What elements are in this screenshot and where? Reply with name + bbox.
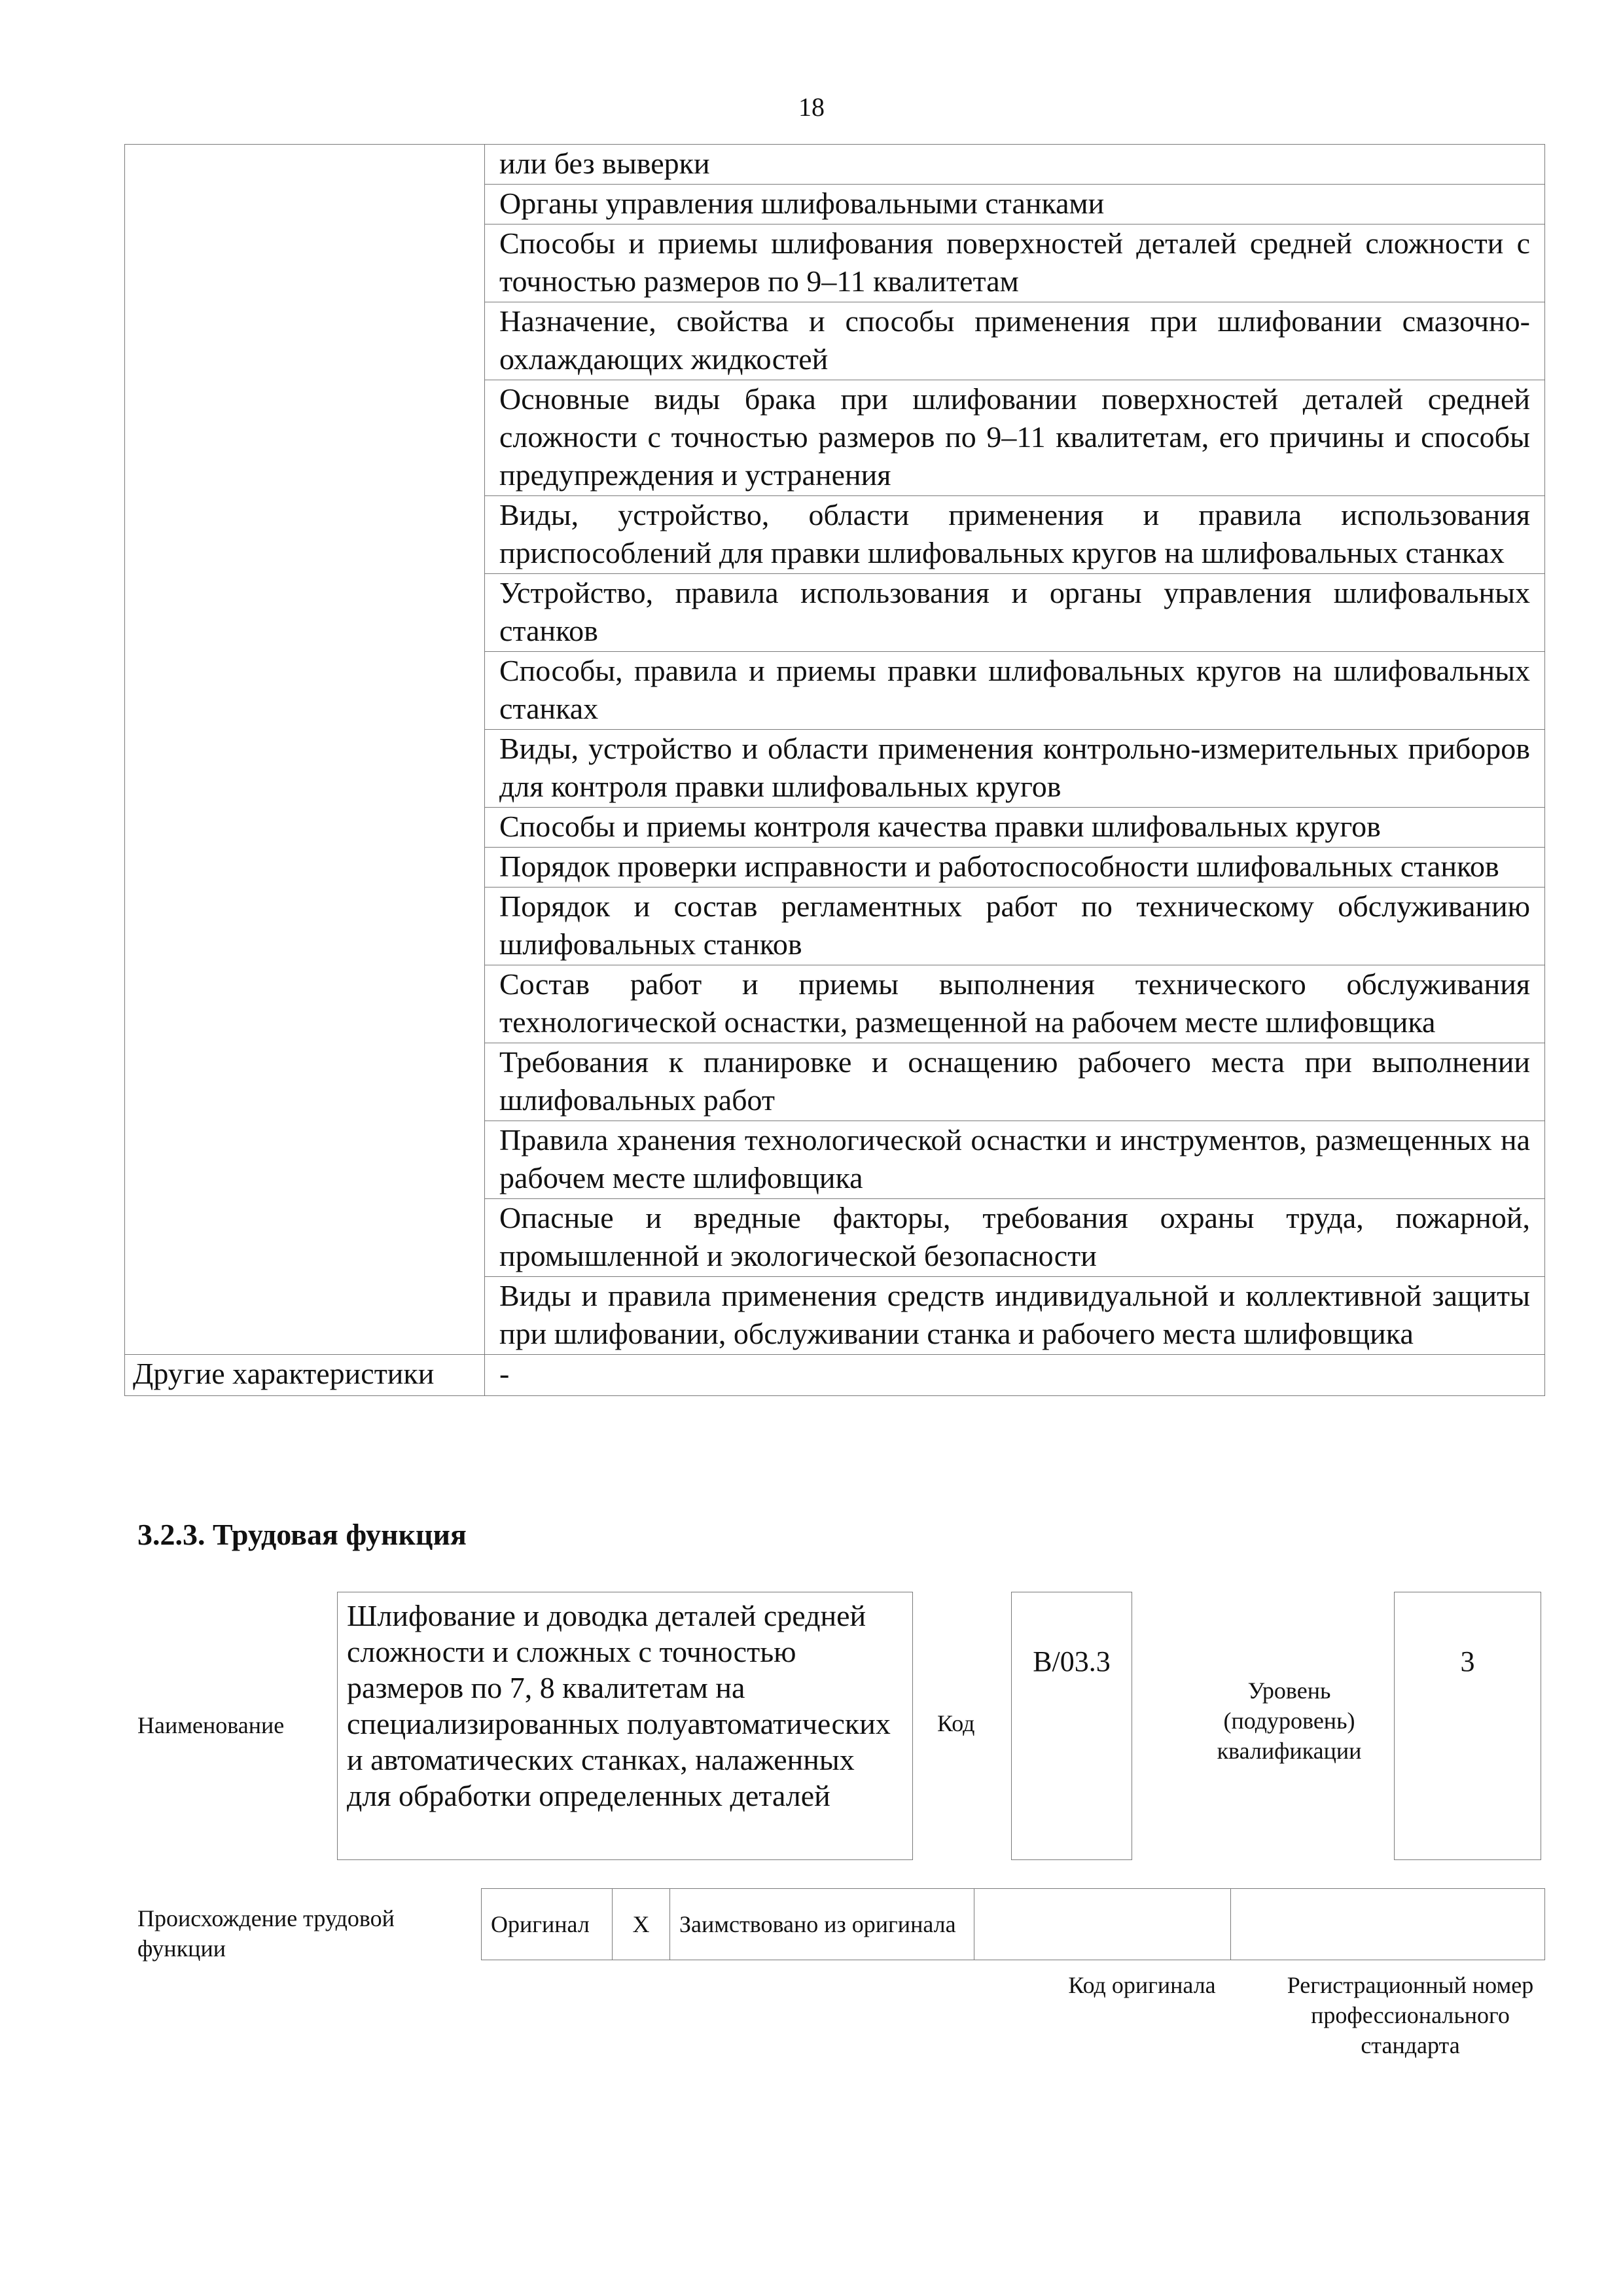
page-number: 18 — [798, 92, 825, 122]
knowledge-item: или без выверки — [485, 145, 1545, 185]
reg-number-label: Регистрационный номер профессионального стандарта — [1287, 1972, 1534, 2058]
knowledge-item: Виды, устройство и области применения контрольно-измерительных приборов для контроля правки шлифовальных кругов — [485, 730, 1545, 808]
qualification-level-label: Уровень (подуровень) квалификации — [1217, 1677, 1362, 1764]
section-title: 3.2.3. Трудовая функция — [137, 1518, 467, 1551]
borrowed-label: Заимствовано из оригинала — [670, 1889, 974, 1960]
knowledge-table — [124, 144, 1545, 1396]
knowledge-item: Способы, правила и приемы правки шлифовальных кругов на шлифовальных станках — [485, 652, 1545, 730]
knowledge-row — [125, 145, 1545, 185]
origin-table — [481, 1888, 1545, 1960]
origin-label: Происхождение трудовой функции — [137, 1905, 395, 1962]
knowledge-item: Правила хранения технологической оснастки и инструментов, размещенных на рабочем месте шлифовщика — [485, 1121, 1545, 1199]
knowledge-item: Назначение, свойства и способы применения при шлифовании смазочно-охлаждающих жидкостей — [485, 302, 1545, 380]
other-characteristics-value: - — [485, 1355, 1545, 1396]
knowledge-item: Виды и правила применения средств индивидуальной и коллективной защиты при шлифовании, обслуживании станка и рабочего места шлифовщика — [485, 1277, 1545, 1355]
knowledge-item: Требования к планировке и оснащению рабочего места при выполнении шлифовальных работ — [485, 1043, 1545, 1121]
original-label: Оригинал — [482, 1889, 613, 1960]
knowledge-item: Органы управления шлифовальными станками — [485, 185, 1545, 224]
qualification-level-value: 3 — [1394, 1592, 1541, 1860]
knowledge-label-cell — [125, 145, 485, 1355]
knowledge-item: Порядок проверки исправности и работоспособности шлифовальных станков — [485, 848, 1545, 888]
other-characteristics-label: Другие характеристики — [125, 1355, 485, 1396]
knowledge-item: Опасные и вредные факторы, требования охраны труда, пожарной, промышленной и экологической безопасности — [485, 1199, 1545, 1277]
code-original-label: Код оригинала — [1068, 1972, 1216, 1998]
function-code-label: Код — [937, 1710, 975, 1736]
reg-number-cell — [1231, 1889, 1545, 1960]
original-mark: X — [613, 1889, 670, 1960]
knowledge-item: Способы и приемы шлифования поверхностей деталей средней сложности с точностью размеров по 9–11 квалитетам — [485, 224, 1545, 302]
knowledge-item: Виды, устройство, области применения и правила использования приспособлений для правки шлифовальных кругов на шлифовальных станках — [485, 496, 1545, 574]
other-characteristics-row — [125, 1355, 1545, 1396]
knowledge-item: Состав работ и приемы выполнения технического обслуживания технологической оснастки, размещенной на рабочем месте шлифовщика — [485, 965, 1545, 1043]
knowledge-item: Порядок и состав регламентных работ по техническому обслуживанию шлифовальных станков — [485, 888, 1545, 965]
code-original-cell — [974, 1889, 1231, 1960]
knowledge-item: Устройство, правила использования и органы управления шлифовальных станков — [485, 574, 1545, 652]
function-name-label: Наименование — [137, 1712, 285, 1738]
knowledge-item: Основные виды брака при шлифовании поверхностей деталей средней сложности с точностью размеров по 9–11 квалитетам, его причины и способы предупреждения и устранения — [485, 380, 1545, 496]
knowledge-item: Способы и приемы контроля качества правки шлифовальных кругов — [485, 808, 1545, 848]
function-code-value: B/03.3 — [1011, 1592, 1132, 1860]
function-name-value: Шлифование и доводка деталей средней сложности и сложных с точностью размеров по 7, 8 квалитетам на специализированных полуавтоматических и автоматических станках, налаженных для обработки определенных деталей — [337, 1592, 913, 1860]
